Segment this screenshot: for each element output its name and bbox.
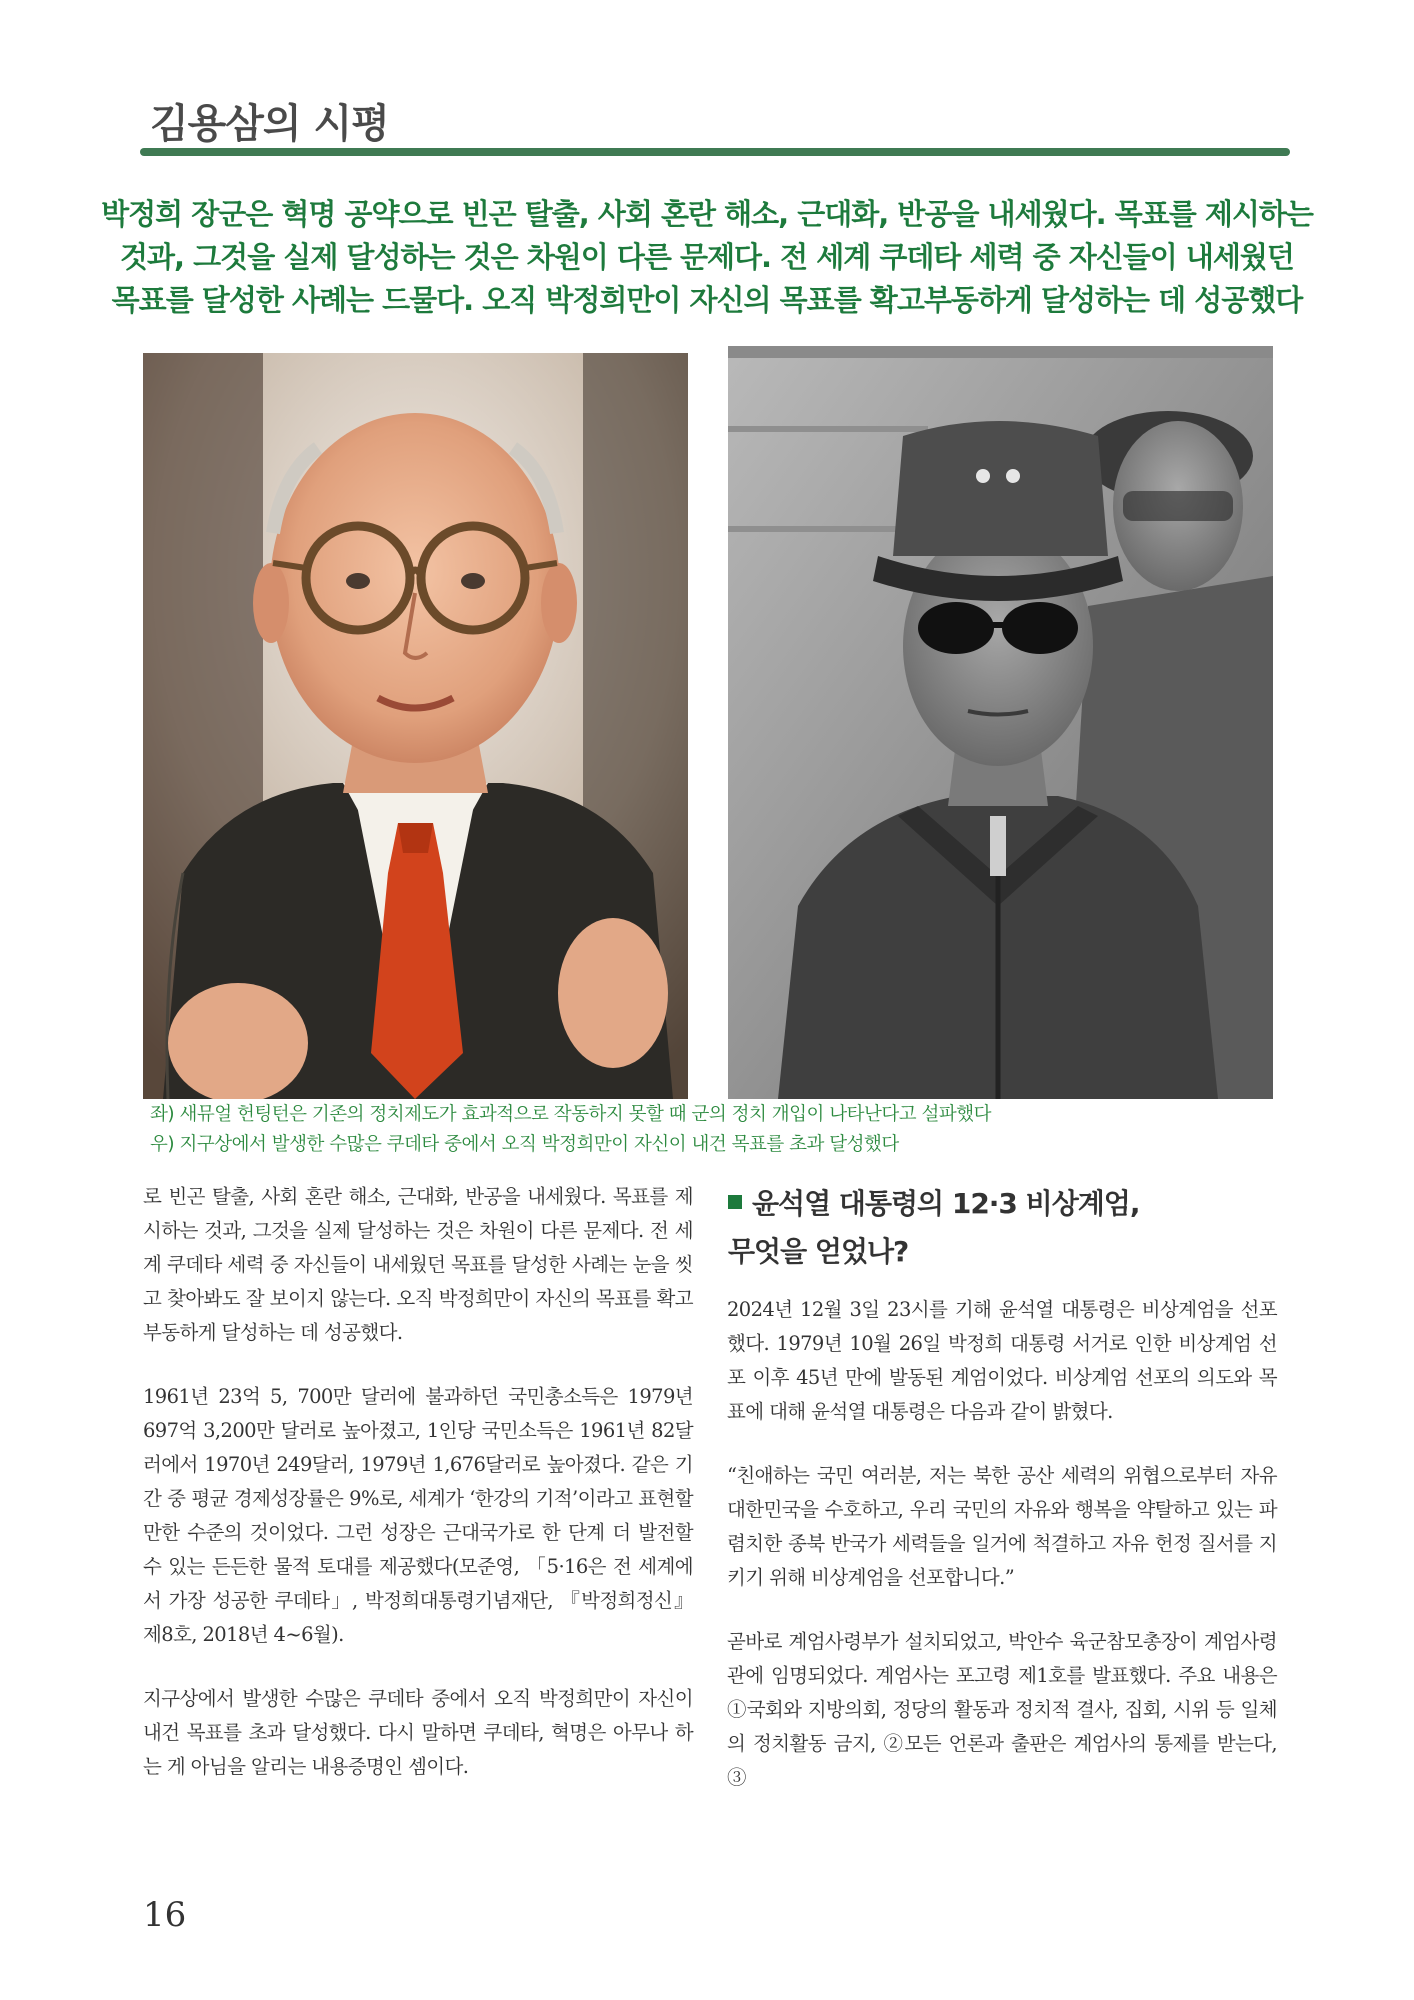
lead-line: 목표를 달성한 사례는 드물다. 오직 박정희만이 자신의 목표를 확고부동하게 달성하는 데 성공했다 (111, 283, 1303, 317)
quote-paragraph: “친애하는 국민 여러분, 저는 북한 공산 세력의 위협으로부터 자유대한민국을 수호하고, 우리 국민의 자유와 행복을 약탈하고 있는 파렴치한 종북 반국가 세력들을 일거에 척결하고 자유 헌정 질서를 지키기 위해 비상계엄을 선포합니다.” (727, 1464, 1277, 1589)
paragraph: 로 빈곤 탈출, 사회 혼란 해소, 근대화, 반공을 내세웠다. 목표를 제시하는 것과, 그것을 실제 달성하는 것은 차원이 다른 문제다. 전 세계 쿠데타 세력 중 자신들이 내세웠던 목표를 달성한 사례는 눈을 씻고 찾아봐도 잘 보이지 않는다. 오직 박정희만이 자신의 목표를 확고부동하게 달성하는 데 성공했다. (143, 1185, 693, 1344)
section-divider (140, 148, 1290, 156)
paragraph: 1961년 23억 5, 700만 달러에 불과하던 국민총소득은 1979년 697억 3,200만 달러로 높아졌고, 1인당 국민소득은 1961년 82달러에서 1970년 249달러, 1979년 1,676달러로 높아졌다. 같은 기간 중 평균 경제성장률은 9%로, 세계가 ‘한강의 기적’이라고 표현할 만한 수준의 것이었다. 그런 성장은 근대국가로 한 단계 더 발전할 수 있는 든든한 물적 토대를 제공했다(모준영, 「5·16은 전 세계에서 가장 성공한 쿠데타」, 박정희대통령기념재단, 『박정희정신』 제8호, 2018년 4~6월). (143, 1385, 693, 1646)
lead-line: 박정희 장군은 혁명 공약으로 빈곤 탈출, 사회 혼란 해소, 근대화, 반공을 내세웠다. 목표를 제시하는 (101, 197, 1313, 231)
subheading-line: 윤석열 대통령의 12·3 비상계엄, (752, 1187, 1140, 1220)
photo-huntington (143, 353, 688, 1099)
paragraph: 2024년 12월 3일 23시를 기해 윤석열 대통령은 비상계엄을 선포했다. 1979년 10월 26일 박정희 대통령 서거로 인한 비상계엄 선포 이후 45년 만에 발동된 계엄이었다. 비상계엄 선포의 의도와 목표에 대해 윤석열 대통령은 다음과 같이 밝혔다. (727, 1298, 1277, 1423)
page-number: 16 (143, 1895, 187, 1935)
right-column (727, 1293, 1277, 1825)
photo-caption (150, 1100, 1300, 1160)
subheading-line: 무엇을 얻었나? (728, 1235, 909, 1268)
square-bullet-icon (728, 1195, 742, 1209)
caption-left: 좌) 새뮤얼 헌팅턴은 기존의 정치제도가 효과적으로 작동하지 못할 때 군의 정치 개입이 나타난다고 설파했다 (150, 1104, 991, 1125)
left-column (143, 1180, 693, 1814)
photo-park (728, 346, 1273, 1099)
subheading (728, 1180, 1288, 1276)
lead-line: 것과, 그것을 실제 달성하는 것은 차원이 다른 문제다. 전 세계 쿠데타 세력 중 자신들이 내세웠던 (120, 240, 1294, 274)
paragraph: 곧바로 계엄사령부가 설치되었고, 박안수 육군참모총장이 계엄사령관에 임명되었다. 계엄사는 포고령 제1호를 발표했다. 주요 내용은 ①국회와 지방의회, 정당의 활동과 정치적 결사, 집회, 시위 등 일체의 정치활동 금지, ②모든 언론과 출판은 계엄사의 통제를 받는다, ③ (727, 1630, 1277, 1789)
lead-summary (100, 193, 1314, 322)
section-title: 김용삼의 시평 (150, 101, 389, 147)
paragraph: 지구상에서 발생한 수많은 쿠데타 중에서 오직 박정희만이 자신이 내건 목표를 초과 달성했다. 다시 말하면 쿠데타, 혁명은 아무나 하는 게 아님을 알리는 내용증명인 셈이다. (143, 1687, 693, 1778)
caption-right: 우) 지구상에서 발생한 수많은 쿠데타 중에서 오직 박정희만이 자신이 내건 목표를 초과 달성했다 (150, 1134, 899, 1155)
